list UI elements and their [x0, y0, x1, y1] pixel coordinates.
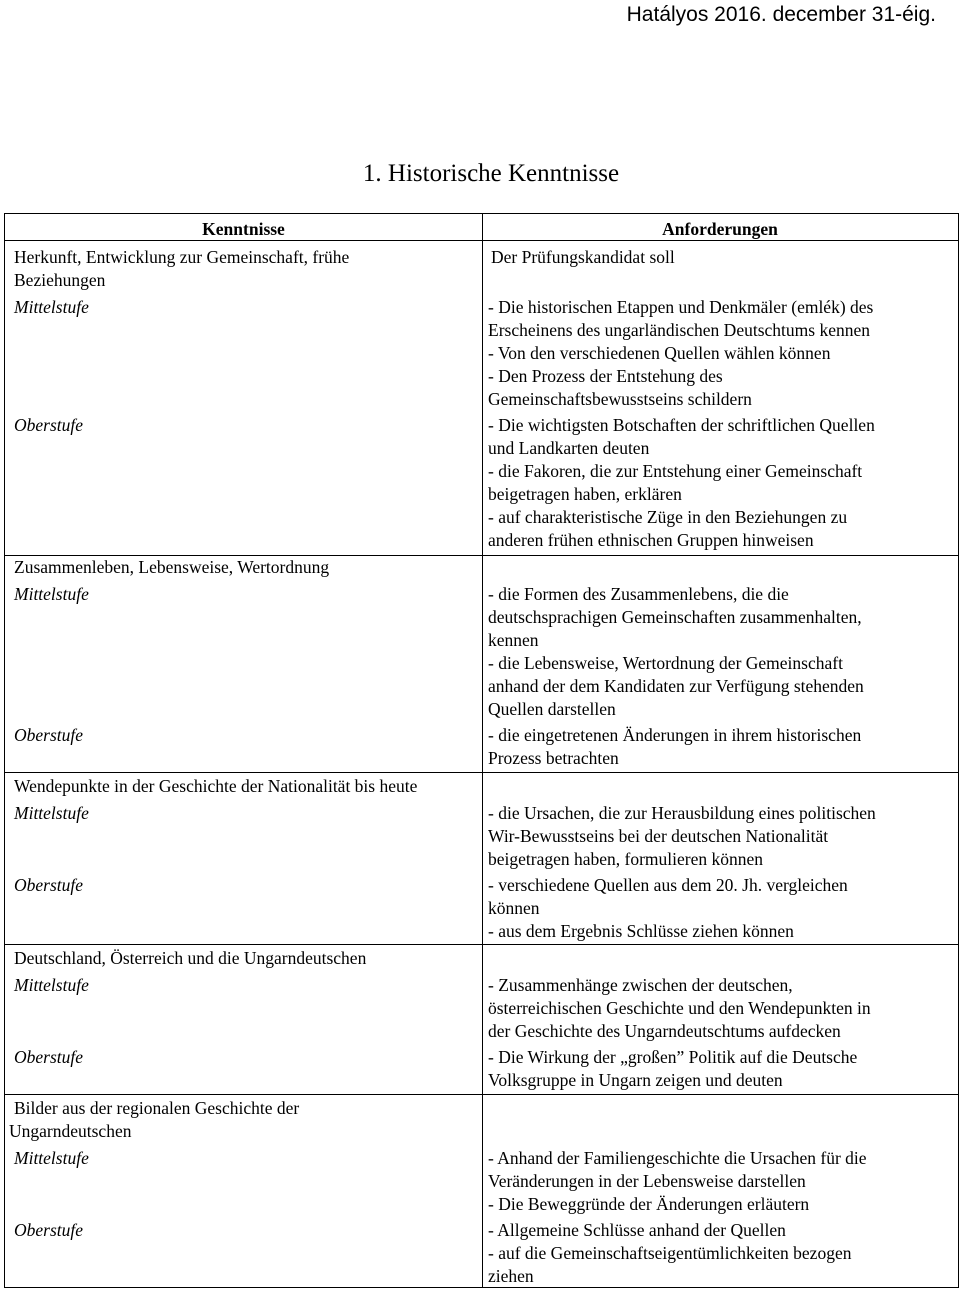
topic-line: Bilder aus der regionalen Geschichte der: [14, 1098, 300, 1118]
level-oberstufe: Oberstufe: [14, 1047, 84, 1067]
requirement-block: [488, 724, 861, 770]
requirement-line: - Die historischen Etappen und Denkmäler (emlék) des: [488, 297, 874, 317]
requirement-line: - die eingetretenen Änderungen in ihrem historischen: [488, 725, 862, 745]
requirement-line: - Allgemeine Schlüsse anhand der Quellen: [488, 1220, 786, 1240]
row-divider: [5, 944, 958, 945]
requirement-line: deutschsprachigen Gemeinschaften zusammenhalten,: [488, 607, 862, 627]
requirement-block: [488, 1147, 867, 1216]
requirement-line: können: [488, 898, 540, 918]
level-oberstufe: Oberstufe: [14, 725, 84, 745]
requirement-line: - Zusammenhänge zwischen der deutschen,: [488, 975, 793, 995]
level-mittelstufe: Mittelstufe: [14, 1148, 89, 1168]
requirement-line: Wir-Bewusstseins bei der deutschen Nationalität: [488, 826, 829, 846]
topic-line: Herkunft, Entwicklung zur Gemeinschaft, frühe: [14, 247, 350, 267]
requirement-line: beigetragen haben, formulieren können: [488, 849, 764, 869]
requirement-line: - auf charakteristische Züge in den Beziehungen zu: [488, 507, 848, 527]
requirement-line: - auf die Gemeinschaftseigentümlichkeiten bezogen: [488, 1243, 852, 1263]
level-oberstufe: Oberstufe: [14, 875, 84, 895]
requirement-line: - Die Wirkung der „großen” Politik auf die Deutsche: [488, 1047, 858, 1067]
requirement-line: - Die wichtigsten Botschaften der schriftlichen Quellen: [488, 415, 875, 435]
topic-line: Zusammenleben, Lebensweise, Wertordnung: [14, 557, 330, 577]
requirement-line: Prozess betrachten: [488, 748, 619, 768]
row-divider: [5, 772, 958, 773]
level-oberstufe: Oberstufe: [14, 1220, 84, 1240]
level-oberstufe: Oberstufe: [14, 415, 84, 435]
requirement-line: österreichischen Geschichte und den Wendepunkten in: [488, 998, 871, 1018]
requirement-line: Quellen darstellen: [488, 699, 616, 719]
candidate-intro: Der Prüfungskandidat soll: [491, 247, 675, 267]
requirement-line: Gemeinschaftsbewusstseins schildern: [488, 389, 752, 409]
requirement-line: anderen frühen ethnischen Gruppen hinweisen: [488, 530, 814, 550]
requirement-line: und Landkarten deuten: [488, 438, 650, 458]
requirement-line: Veränderungen in der Lebensweise darstellen: [488, 1171, 806, 1191]
requirement-line: - die Fakoren, die zur Entstehung einer Gemeinschaft: [488, 461, 863, 481]
requirement-line: anhand der dem Kandidaten zur Verfügung stehenden: [488, 676, 864, 696]
requirement-block: [488, 1219, 851, 1288]
requirement-line: beigetragen haben, erklären: [488, 484, 682, 504]
requirement-line: kennen: [488, 630, 539, 650]
requirement-line: Volksgruppe in Ungarn zeigen und deuten: [488, 1070, 783, 1090]
level-mittelstufe: Mittelstufe: [14, 975, 89, 995]
requirement-line: - verschiedene Quellen aus dem 20. Jh. vergleichen: [488, 875, 848, 895]
requirement-block: [488, 874, 848, 943]
requirement-line: - Den Prozess der Entstehung des: [488, 366, 723, 386]
requirement-line: - die Formen des Zusammenlebens, die die: [488, 584, 789, 604]
column-divider: [482, 214, 483, 1287]
requirement-line: - aus dem Ergebnis Schlüsse ziehen können: [488, 921, 794, 941]
row-divider: [5, 1094, 958, 1095]
requirement-line: - Von den verschiedenen Quellen wählen können: [488, 343, 831, 363]
requirement-block: [488, 296, 873, 411]
level-mittelstufe: Mittelstufe: [14, 297, 89, 317]
topic-line: Ungarndeutschen: [9, 1121, 132, 1141]
level-mittelstufe: Mittelstufe: [14, 584, 89, 604]
topic-line: Beziehungen: [14, 270, 106, 290]
requirement-line: - Anhand der Familiengeschichte die Ursachen für die: [488, 1148, 867, 1168]
document-title: 1. Historische Kenntnisse: [362, 160, 620, 187]
requirement-line: - Die Beweggründe der Änderungen erläutern: [488, 1194, 810, 1214]
requirement-line: - die Ursachen, die zur Herausbildung eines politischen: [488, 803, 876, 823]
requirement-line: Erscheinens des ungarländischen Deutschtums kennen: [488, 320, 870, 340]
topic-line: Wendepunkte in der Geschichte der Nationalität bis heute: [14, 776, 418, 796]
requirement-line: der Geschichte des Ungarndeutschtums aufdecken: [488, 1021, 841, 1041]
requirement-block: [488, 583, 864, 721]
anforderungen-header: Anforderungen: [662, 219, 778, 239]
requirement-block: [488, 802, 876, 871]
level-mittelstufe: Mittelstufe: [14, 803, 89, 823]
kenntnisse-header: Kenntnisse: [202, 219, 285, 239]
requirement-block: [488, 414, 875, 552]
requirement-block: [488, 974, 871, 1043]
topic-line: Deutschland, Österreich und die Ungarndeutschen: [14, 948, 367, 968]
validity-note: Hatályos 2016. december 31-éig.: [626, 3, 936, 26]
requirements-table: [4, 213, 959, 1288]
requirement-line: ziehen: [488, 1266, 534, 1286]
requirement-block: [488, 1046, 857, 1092]
requirement-line: - die Lebensweise, Wertordnung der Gemeinschaft: [488, 653, 843, 673]
